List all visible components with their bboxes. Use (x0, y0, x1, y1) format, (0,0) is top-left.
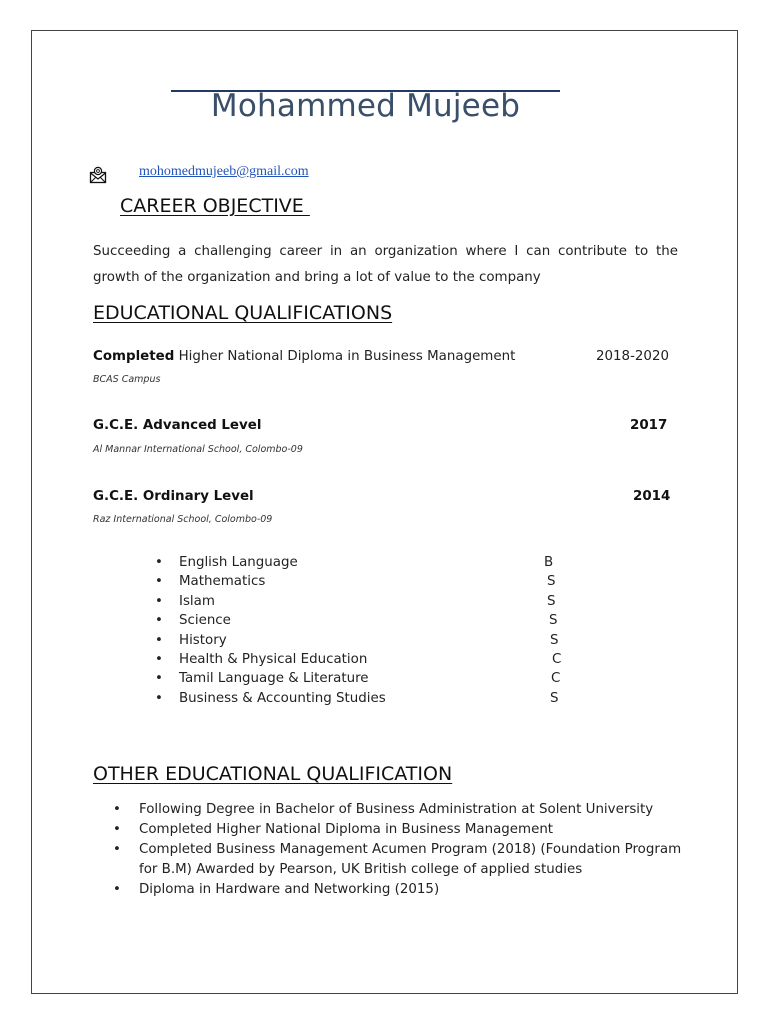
list-item-text: Diploma in Hardware and Networking (2015) (139, 882, 440, 897)
subject-grade: S (547, 574, 556, 590)
list-item: • Completed Business Management Acumen Program (2018) (Foundation Program for B.M) Awarded by Pearson, UK British college of applied studies (113, 842, 682, 877)
entry-year: 2017 (630, 418, 668, 433)
subject-grade: S (550, 690, 559, 706)
subject-name: Mathematics (179, 574, 266, 590)
subject-grade: C (551, 671, 561, 687)
subject-grade: S (550, 632, 559, 648)
entry-title: G.C.E. Advanced Level (93, 418, 262, 433)
entry-institution: Al Mannar International School, Colombo-09 (93, 444, 303, 455)
entry-year: 2018-2020 (596, 349, 669, 364)
email-link[interactable]: mohomedmujeeb@gmail.com (139, 164, 309, 179)
list-item: • Completed Higher National Diploma in Business Management (113, 822, 554, 837)
entry-institution: BCAS Campus (93, 374, 161, 385)
mail-icon (89, 166, 107, 184)
subject-grade: B (544, 555, 554, 570)
candidate-name: Mohammed Mujeeb (210, 88, 521, 124)
entry-status: Completed (93, 349, 175, 364)
career-objective-heading: CAREER OBJECTIVE (120, 195, 310, 217)
entry-title: Higher National Diploma in Business Management (174, 349, 516, 364)
subject-grade: C (552, 651, 562, 667)
subject-name: Science (179, 613, 231, 629)
entry-institution: Raz International School, Colombo-09 (93, 514, 273, 525)
list-item: • Following Degree in Bachelor of Business Administration at Solent University (113, 802, 654, 817)
entry-year: 2014 (633, 489, 671, 504)
other-education-heading: OTHER EDUCATIONAL QUALIFICATION (93, 763, 453, 785)
subject-grade: S (549, 613, 558, 629)
list-item-text: Following Degree in Bachelor of Business Administration at Solent University (139, 802, 654, 817)
list-item: • Diploma in Hardware and Networking (2015) (113, 882, 440, 897)
subject-name: English Language (179, 555, 298, 570)
subject-name: History (179, 632, 227, 648)
subject-name: Business & Accounting Studies (179, 690, 386, 706)
subject-name: Health & Physical Education (179, 651, 368, 667)
list-item-text: Completed Business Management Acumen Program (2018) (Foundation Program for B.M) Awarded by Pearson, UK British college of applied studies (139, 842, 682, 877)
education-heading: EDUCATIONAL QUALIFICATIONS (93, 302, 393, 324)
subject-name: Tamil Language & Literature (179, 671, 369, 687)
other-education-list (113, 800, 693, 900)
subject-grade: S (547, 593, 556, 609)
entry-title: G.C.E. Ordinary Level (93, 489, 254, 504)
education-entry-ol (93, 489, 673, 504)
subject-name: Islam (179, 593, 215, 609)
list-item-text: Completed Higher National Diploma in Business Management (139, 822, 554, 837)
career-objective-text: Succeeding a challenging career in an organization where I can contribute to the growth of the organization and bring a lot of value to the company (93, 244, 678, 285)
education-entry-hnd (93, 349, 673, 364)
education-entry-al (93, 418, 673, 433)
